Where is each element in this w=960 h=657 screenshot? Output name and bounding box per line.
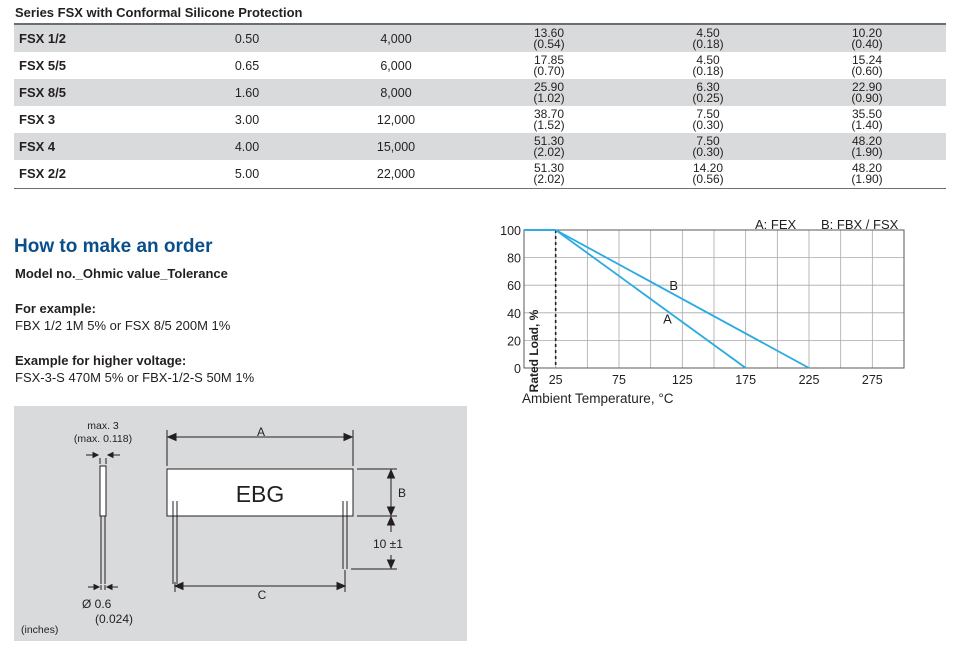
dimension-inch: (1.40)	[851, 117, 883, 132]
max-thickness-inch: (max. 0.118)	[73, 433, 133, 445]
dimension-inch: (0.70)	[533, 63, 565, 78]
table-body	[14, 25, 946, 187]
value-cell: 1.60	[234, 85, 260, 100]
dimension-drawing	[14, 406, 467, 641]
table-row	[14, 52, 946, 79]
dimension-cell	[533, 25, 564, 52]
dimension-cell	[692, 133, 723, 160]
dimension-inch: (2.02)	[533, 144, 565, 159]
spec-table	[14, 23, 946, 189]
dimension-inch: (0.40)	[851, 36, 883, 51]
dimension-inch: (1.52)	[533, 117, 565, 132]
side-view-body	[100, 466, 106, 516]
dimension-inch: (1.90)	[851, 144, 883, 159]
example-text: FBX 1/2 1M 5% or FSX 8/5 200M 1%	[15, 318, 231, 333]
dimension-inch: (0.90)	[851, 90, 883, 105]
model-cell: FSX 8/5	[19, 85, 66, 100]
y-tick-label: 60	[507, 279, 521, 294]
x-tick-label: 175	[735, 373, 757, 387]
series-label-a: A	[663, 311, 672, 327]
model-cell: FSX 4	[19, 139, 56, 154]
x-tick-label: 75	[612, 373, 626, 387]
y-axis-label: Rated Load, %	[527, 309, 541, 393]
lead-diameter-inch: (0.024)	[95, 612, 134, 626]
series-line-a	[524, 230, 746, 368]
max-thickness-label: max. 3	[87, 420, 119, 432]
y-tick-label: 100	[500, 224, 521, 238]
dimension-inch: (0.18)	[692, 36, 724, 51]
lead-diameter-label: Ø 0.6	[82, 597, 112, 611]
dimension-inch: (0.30)	[692, 117, 724, 132]
model-cell: FSX 5/5	[19, 58, 66, 73]
y-tick-label: 80	[507, 251, 521, 266]
series-label-b: B	[669, 278, 679, 294]
dimension-mm: 51.30	[533, 161, 565, 175]
dimension-cell	[851, 106, 882, 133]
units-note: (inches)	[21, 624, 59, 636]
dimension-cell	[851, 25, 882, 52]
x-tick-label: 125	[671, 373, 693, 387]
dimension-cell	[533, 106, 564, 133]
dimension-mm: 35.50	[851, 107, 883, 121]
dimension-cell	[851, 52, 882, 79]
dimension-mm: 7.50	[696, 134, 720, 148]
table-row	[14, 133, 946, 160]
dimension-cell	[851, 79, 882, 106]
legend-entry-b: B: FBX / FSX	[821, 217, 899, 232]
table-row	[14, 79, 946, 106]
legend-entry-a: A: FEX	[755, 217, 797, 232]
dimension-cell	[692, 25, 723, 52]
dimension-mm: 17.85	[533, 53, 565, 67]
value-cell: 6,000	[380, 58, 412, 73]
x-axis-label: Ambient Temperature, °C	[522, 391, 674, 406]
value-cell: 15,000	[376, 139, 416, 154]
dimension-mm: 48.20	[851, 134, 883, 148]
dimension-mm: 25.90	[533, 80, 565, 94]
value-cell: 0.50	[234, 31, 260, 46]
dimension-inch: (2.02)	[533, 171, 565, 186]
dimension-cell	[692, 52, 723, 79]
value-cell: 3.00	[234, 112, 260, 127]
dimension-mm: 4.50	[696, 53, 720, 67]
lead-length-label: 10 ±1	[373, 537, 403, 551]
dimension-inch: (0.30)	[692, 144, 724, 159]
dimension-cell	[533, 52, 564, 79]
model-format: Model no._Ohmic value_Tolerance	[15, 266, 228, 281]
x-tick-label: 275	[861, 373, 883, 387]
dimension-mm: 13.60	[533, 26, 565, 40]
value-cell: 4,000	[380, 31, 412, 46]
dimension-inch: (1.02)	[533, 90, 565, 105]
dimension-mm: 6.30	[696, 80, 720, 94]
derating-chart	[480, 210, 920, 425]
dimension-mm: 38.70	[533, 107, 565, 121]
dim-a-label: A	[256, 425, 266, 439]
dimension-cell	[692, 106, 723, 133]
dimension-cell	[533, 79, 564, 106]
dimension-cell	[533, 133, 564, 160]
dimension-inch: (0.54)	[533, 36, 565, 51]
dimension-mm: 51.30	[533, 134, 565, 148]
value-cell: 12,000	[376, 112, 416, 127]
hv-example-text: FSX-3-S 470M 5% or FBX-1/2-S 50M 1%	[15, 370, 255, 385]
dimension-mm: 15.24	[851, 53, 883, 67]
body-marking: EBG	[235, 481, 285, 507]
dimension-cell	[851, 160, 882, 187]
order-heading: How to make an order	[14, 236, 213, 257]
value-cell: 5.00	[234, 166, 260, 181]
dimension-inch: (1.90)	[851, 171, 883, 186]
hv-example-label: Example for higher voltage:	[15, 353, 187, 368]
y-tick-label: 40	[507, 306, 521, 321]
value-cell: 8,000	[380, 85, 412, 100]
dimension-mm: 48.20	[851, 161, 883, 175]
dimension-inch: (0.60)	[851, 63, 883, 78]
y-tick-label: 20	[507, 334, 521, 349]
x-tick-label: 225	[798, 373, 820, 387]
dimension-inch: (0.56)	[692, 171, 724, 186]
dimension-cell	[851, 133, 882, 160]
model-cell: FSX 1/2	[19, 31, 66, 46]
dimension-cell	[692, 160, 723, 187]
series-title: Series FSX with Conformal Silicone Protection	[15, 5, 303, 20]
model-cell: FSX 2/2	[19, 166, 66, 181]
dim-b-label: B	[398, 486, 407, 500]
example-label: For example:	[15, 301, 96, 316]
dimension-mm: 14.20	[692, 161, 724, 175]
series-line-b	[524, 230, 809, 368]
dimension-mm: 7.50	[696, 107, 720, 121]
x-tick-label: 25	[548, 373, 563, 387]
dimension-inch: (0.25)	[692, 90, 724, 105]
dimension-mm: 4.50	[696, 26, 720, 40]
table-row	[14, 25, 946, 52]
table-row	[14, 106, 946, 133]
value-cell: 0.65	[234, 58, 260, 73]
dim-c-label: C	[257, 588, 267, 602]
dimension-mm: 22.90	[851, 80, 883, 94]
dimension-mm: 10.20	[851, 26, 883, 40]
model-cell: FSX 3	[19, 112, 56, 127]
dimension-cell	[533, 160, 564, 187]
y-tick-label: 0	[514, 362, 521, 376]
value-cell: 22,000	[376, 166, 416, 181]
table-row	[14, 160, 946, 187]
dimension-inch: (0.18)	[692, 63, 724, 78]
value-cell: 4.00	[234, 139, 260, 154]
dimension-cell	[692, 79, 723, 106]
